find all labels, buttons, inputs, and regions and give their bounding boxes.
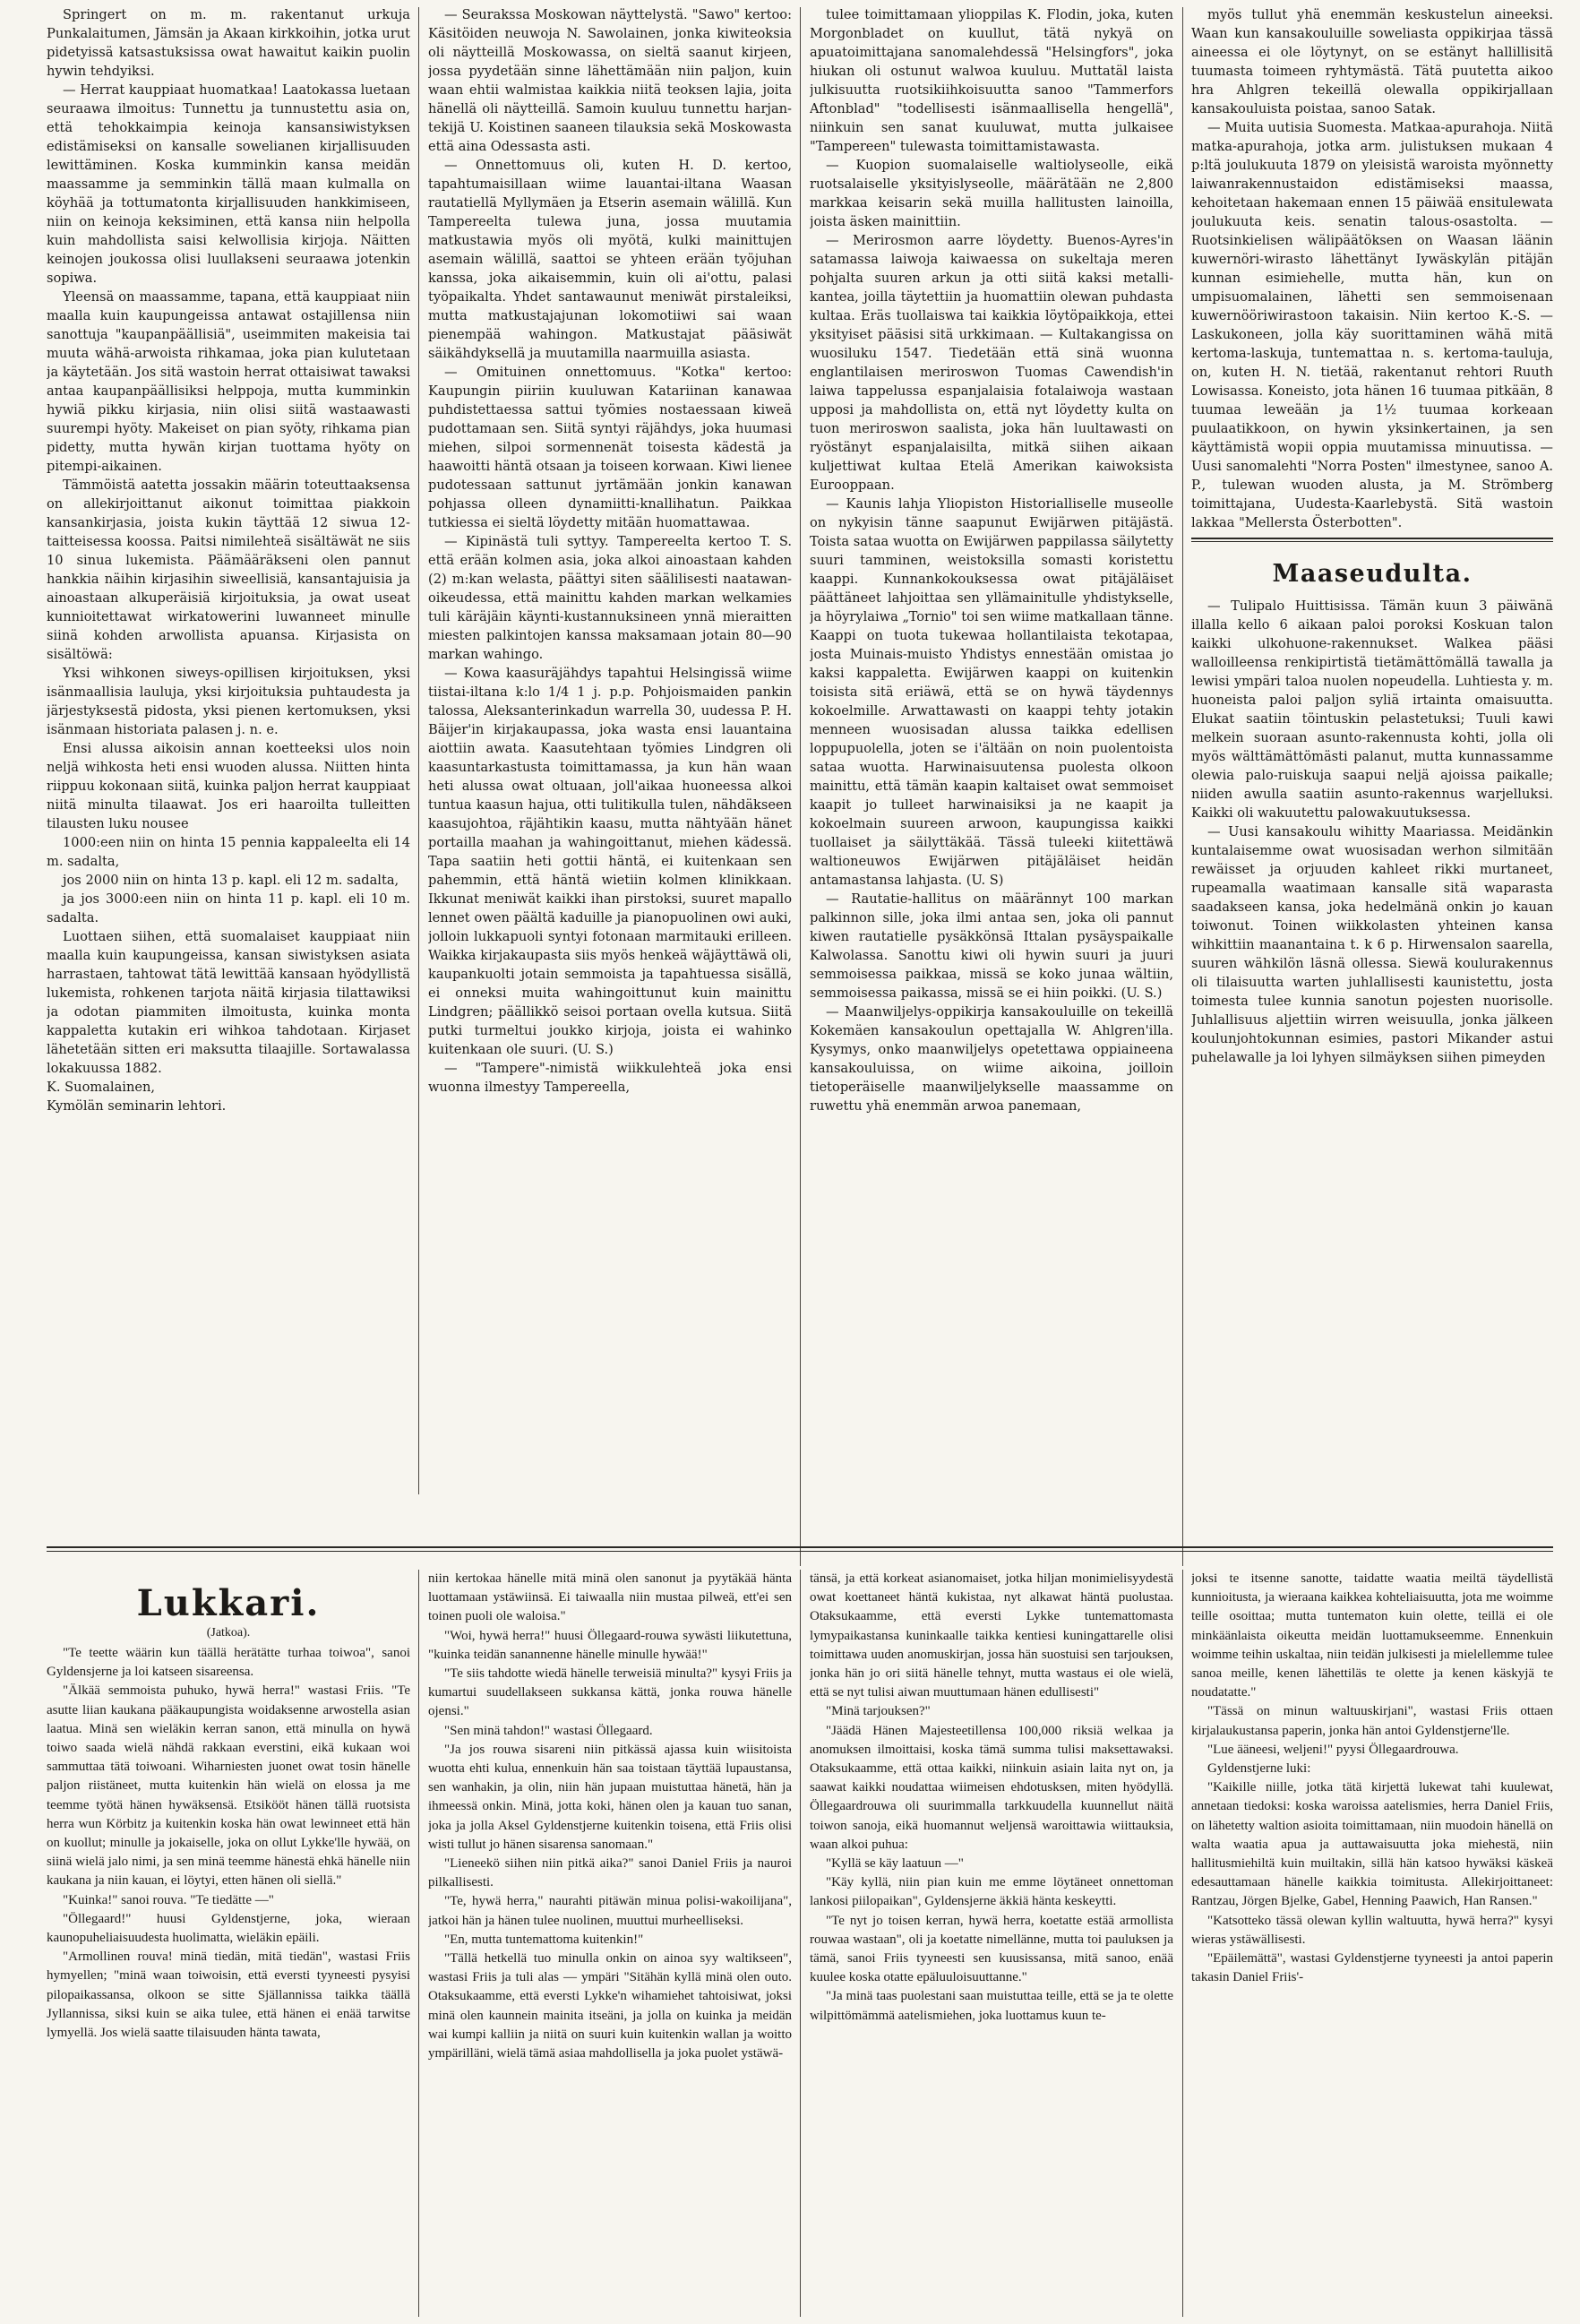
news-item: — Omituinen onnettomuus. "Kotka" kertoo: Kaupungin piiriin kuuluwan Katariinan kanawaa puhdistettaessa sattui työmies nostaessaan kiweä pudottamaan sen. Siitä syntyi räjähdys, joka huumasi miehen, silpoi sormennenät toisesta kädestä ja haawoitti häntä otsaan ja toiseen korwaan. Kiwi lienee pudotessaan sattunut jyrtämään jonkin kanawan pohjassa olleen dynamiitti-knallihatun. Paikkaa tutkiessa ei sieltä löydetty mitään huomattawaa.	[428, 365, 792, 530]
column-rule	[800, 7, 801, 1566]
price-line: 1000:een niin on hinta 15 pennia kappaleelta eli 14 m. sadalta,	[47, 835, 410, 869]
column-rule	[800, 1570, 801, 2317]
news-paragraph: Ensi alussa aikoisin annan koetteeksi ulos noin neljä wihkosta heti ensi wuoden alussa. Niitten hinta riippuu kokonaan siitä, kuinka paljon herrat kauppiaat niitä minulta tilaawat. Jos eri haaroilta tulleitten tilausten luku nousee	[47, 741, 410, 831]
story-paragraph: "Tässä on minun waltuuskirjani", wastasi Friis ottaen kirjalaukustansa paperin, jonka hän antoi Gyldenstjerne'lle.	[1191, 1704, 1553, 1738]
column-rule	[418, 7, 419, 1494]
news-column-4	[1191, 5, 1553, 1564]
news-item: — Onnettomuus oli, kuten H. D. kertoo, tapahtumaisillaan wiime lauantai-iltana Waasan rautatiellä Myllymäen ja Etserin asemain wälillä. Kun Tampereelta tulewa juna, jossa muutamia matkustawia myös oli myötä, kulki mainittujen asemain wälillä, saattoi se yhteen erään työjuhan kanssa, joka aikaisemmin, kuin oli ai'ottu, palasi työpaikalta. Yhdet santawaunut meniwät pirstaleiksi, mutta matkustajajunan lokomotiiwi sai waan pienempää wahingon. Matkustajat pääsiwät säikähdyksellä ja muutamilla naarmuilla asiasta.	[428, 158, 792, 361]
story-paragraph: "Kyllä se käy laatuun —"	[826, 1856, 964, 1872]
news-paragraph: Luottaen siihen, että suomalaiset kauppiaat niin maalla kuin kaupungeissa, kansan siwistyksen asiata harrastaen, tahtowat tätä lewittää kansaan hyödyllistä lukemista, rohkenen tarjota näitä kirjasia tilattawiksi ja odotan piammiten ilmoitusta, kuinka monta kappaletta kutakin eri wihkoa tahdotaan. Kirjaset lähetetään sitten eri maksutta tilaajille. Sortawalassa lokakuussa 1882.	[47, 929, 410, 1076]
story-paragraph: "Te nyt jo toisen kerran, hywä herra, koetatte estää armollista rouwaa wastaan", oli ja koetatte nimellänne, mutta toi pauluksen ja tämä, sanoi Friis tyyneesti sen kuusissansa, mitä sanoo, enää kuulee koska otatte epäluuloisuuttanne."	[810, 1913, 1173, 1985]
story-paragraph: "Armollinen rouva! minä tiedän, mitä tiedän", wastasi Friis hymyellen; "minä waan toiwoisin, että eversti tyyneesti pysyisi pilopaikassansa, olkoon se sitte Själlannissa taikka täällä Jyllannissa, siksi kuin se aika tulee, että hänen ei enää tarwitse lymyellä. Jos wielä saatte tilaisuuden hänta tawata,	[47, 1950, 410, 2041]
story-paragraph: "Woi, hywä herra!" huusi Öllegaard-rouwa sywästi liikutettuna, "kuinka teidän sanannenne hänelle minulle hywää!"	[428, 1628, 792, 1662]
story-paragraph: "Te teette wäärin kun täällä herätätte turhaa toiwoa", sanoi Gyldensjerne ja loi katseen sisareensa.	[47, 1646, 410, 1680]
story-paragraph: "Ja jos rouwa sisareni niin pitkässä ajassa kuin wiisitoista wuotta ehti kulua, ennenkuin hän saa toistaan täyttää lupaustansa, sen wanhakin, ja olin, niin hän jupaan muistuttaa hänetä, hän ja ihmeessä onkin. Minä, jotta koki, hänen olen ja kauan tuo sanan, joka ja jolla Aksel Gyldenstjerne kuitenkin toisena, että Friis olisi wisti tullut jo hänen sisarensa sanomaan."	[428, 1742, 792, 1852]
story-paragraph: "Jäädä Hänen Majesteetillensa 100,000 riksiä welkaa ja anomuksen ilmoittaisi, koska tämä summa tulisi maksettawaksi. Otaksukaamme, että ottaa kaikki, niinkuin asiain laita nyt on, ja saawat kaikki noudattaa wiimeisen ehdotusksen, miten hyödyllä. Öllegaardrouwa oli suurimmalla tarkkuudella kuunnellut näitä toiwon sanoja, eikä huomannut weljensä waroittawia wiittauksia, waan alkoi puhua:	[810, 1723, 1173, 1852]
feuilleton-column-1	[47, 1570, 410, 2319]
story-paragraph: "Öllegaard!" huusi Gyldenstjerne, joka, wieraan kaunopuheliaisuudesta huolimatta, wieläkin epäili.	[47, 1911, 410, 1946]
price-line: jos 2000 niin on hinta 13 p. kapl. eli 12 m. sadalta,	[63, 873, 399, 888]
feuilleton-column-4	[1191, 1570, 1553, 2319]
story-paragraph: Gyldenstjerne luki:	[1207, 1761, 1311, 1777]
news-item: — Maanwiljelys-oppikirja kansakouluille on tekeillä Kokemäen kansakoulun opettajalla W. Ahlgren'illa. Kysymys, onko maanwiljelys opetettawa oppiaineena kansakouluissa, on wiime aikoina, joilloin tietoperäiselle maanwiljelykselle maassamme on ruwettu yhä enemmän arwoa panemaan,	[810, 1004, 1173, 1114]
news-column-3	[810, 5, 1173, 1564]
news-item: myös tullut yhä enemmän keskustelun aineeksi. Waan kun kansakouluille soweliasta oppikirjaa tässä aineessa ei ole löytynyt, on se estänyt hallillisitä tuumasta toimeen ryhtymästä. Tätä puutetta aikoo hra Ahlgren tekeillä olewalla oppikirjallaan kansakouluista poistaa, sanoo Satak.	[1191, 7, 1553, 116]
story-paragraph: "Te, hywä herra," naurahti pitäwän minua polisi-wakoilijana", jatkoi hän ja hänen tulee nuolinen, muuttui murheelliseksi.	[428, 1894, 792, 1928]
story-paragraph: "Katsotteko tässä olewan kyllin waltuutta, hywä herra?" kysyi wieras ystäwällisesti.	[1191, 1913, 1553, 1947]
story-paragraph: "Kuinka!" sanoi rouva. "Te tiedätte —"	[63, 1892, 274, 1907]
story-paragraph: joksi te itsenne sanotte, taidatte waatia meiltä täydellistä kunnioitusta, ja wieraana kaikkea kohteliaisuutta, jota me woimme teille osoittaa; mutta tuntematon kuin olette, teillä ei ole minkäänlaista oikeutta meidän luottamukseemme. Ennenkuin woimme teihin uskaltaa, niin teidän julkisesti ja mielellemme tulee sanoa meille, kenen lähettiläs te olette ja kenen käskyjä te noudatatte."	[1191, 1571, 1553, 1700]
news-item: — Seurakssa Moskowan näyttelystä. "Sawo" kertoo: Käsitöiden neuwoja N. Sawolainen, jonka kiwiteoksia oli näytteillä Moskowassa, on sieltä saanut kirjeen, jossa pyydetään sinne lähettämään niin paljon, kuin waan ehtii walmistaa kaikkia niitä teoksen lajia, joita hänellä oli näytteillä. Samoin kuuluu tunnettu harjan-tekijä U. Koistinen saaneen tilauksia sekä Moskowasta että aina Odessasta asti.	[428, 7, 792, 154]
story-paragraph: "Kaikille niille, jotka tätä kirjettä lukewat tahi kuulewat, annetaan tiedoksi: koska waroissa aatelismies, herra Daniel Friis, on lähetetty waltion asioita toimittamaan, niin muodoin hänellä on walta waatia apua ja auttawaisuutta joka miehestä, niin hallitusmiehiltä kuin muiltakin, sillä hän katsoo hywäksi käskeä edesauttamaan hänelle kaikkia toimitusta. Allekirjoittaneet: Rantzau, Jörgen Bjelke, Gabel, Henning Paawich, Han Ransen."	[1191, 1780, 1553, 1909]
news-item: tulee toimittamaan ylioppilas K. Flodin, joka, kuten Morgonbladet on kuullut, tätä nykyä on apuatoimittajana sanomalehdessä "Helsingfors", joka hiukan oli ostunut walwoa kuuluu. Muttatäl laista julkisuutta ruotsikiihkoisuutta sanoo "Tammerfors Aftonblad" "todellisesti isänmaallisella hengellä", niinkuin sen sanat kuuluwat, mutta julkaisee "Tampereen" tulewasta toimittamistawasta.	[810, 7, 1173, 154]
news-column-2	[428, 5, 792, 1564]
column-rule	[1182, 7, 1183, 1566]
news-item: — Merirosmon aarre löydetty. Buenos-Ayres'in satamassa laiwoja kaiwaessa on sukeltaja meren pohjalta suuren arkun ja otti siitä kaksi metalli-kantea, joilla täytettiin ja huomattiin olewan puhdasta kultaa. Eräs tuollaiswa tai kaikkia löytöpaikkoja, ettei yksityiset pääsisi sitä urkkimaan. — Kultakangissa on wuosiluku 1547. Tiedetään että sinä wuonna englantilaisen meriroswon Tuomas Cawendish'in laiwa tappelussa espanjalaisia fotalaiwoja wastaan upposi ja mahdollista on, että nyt löydetty kulta on tuon meriroswon saalista, joka hän luultawasti on ryöstänyt espanjalaisilta, mitkä siihen aikaan kuljettiwat kultaa Etelä Amerikan kaiwoksista Eurooppaan.	[810, 233, 1173, 493]
price-line: ja jos 3000:een niin on hinta 11 p. kapl. eli 10 m. sadalta.	[47, 891, 410, 925]
feuilleton-subtitle: (Jatkoa).	[206, 1626, 251, 1640]
feuilleton-title: Lukkari.	[136, 1582, 321, 1624]
feuilleton-column-3	[810, 1570, 1173, 2319]
news-item: — Kowa kaasuräjähdys tapahtui Helsingissä wiime tiistai-iltana k:lo 1/4 1 j. p.p. Pohjoismaiden pankin talossa, Aleksanterinkadun warrella 30, uudessa P. H. Bäijer'in kirjakaupassa, joka wasta ensi lauantaina aiottiin awata. Kaasutehtaan työmies Lindgren oli kaasuntarkastusta toimittamassa, ja kun hän waan heti alussa owat oltuaan, joll'aikaa huoneessa alkoi tuntua kaasun hajua, otti tulitikulla tulen, nähdäkseen kaasujohtoa, räjähtikin kaasu, mutta nähtyään hänet portailla maahan ja wahingoittanut, miehen kädessä. Tapa saatiin heti gottii häntä, ei kuitenkaan sen pahemmin, että häntä wietiin kolmen klinikkaan. Ikkunat meniwät kaikki ihan pirstoksi, suuret mapallo lennet owen päältä kaduille ja pianopuolinen owi auki, jolloin lukkapuoli syntyi fotonaan marmitauki erilleen. Waikka kirjakaupasta siis myös henkeä wäjäyttäwä oli, kaupankuolti jotain semmoista ja tapahtuessa sisällä, ei onneksi muita wahingoittunut kuin mainittu Lindgren; päällikkö seisoi portaan ovella kutsua. Siitä putki turmeltui joukko kirjoja, joista ei wahinko kuitenkaan ole suuri. (U. S.)	[428, 666, 792, 1057]
news-item: — Uusi kansakoulu wihitty Maariassa. Meidänkin kuntalaisemme owat wuosisadan werhon silmitään rewäisset ja orjuuden kahleet rikki murtaneet, rupeamalla waatimaan kansalle sitä waparasta saadakseen kansa, joka hedelmänä onkin jo kauan toiwonut. Toinen wiikkolasten yhteinen kansa wihkittiin maanantaina t. k 6 p. Hirwensalon saarella, suuren wähkilön läsnä ollessa. Siewä koulurakennus oli tilaisuutta warten juhlallisesti kaunistettu, josta toimesta tulee kunnia sanotun pojesten nuorisolle. Juhlallisuus aljettiin wirren weisuulla, jonka jälkeen koulunjohtokunnan esimies, pastori Mikander astui puhelawalle ja loi lyhyen silmäyksen siihen pimeyden	[1191, 824, 1553, 1065]
story-paragraph: "Epäilemättä", wastasi Gyldenstjerne tyyneesti ja antoi paperin takasin Daniel Friis'-	[1191, 1951, 1553, 1985]
signature-name: K. Suomalainen,	[47, 1080, 156, 1095]
story-paragraph: "Te siis tahdotte wiedä hänelle terweisiä minulta?" kysyi Friis ja kumartui suudellakseen sukkansa kättä, jonka rouwa hänelle ojensi."	[428, 1666, 792, 1719]
story-paragraph: "Minä tarjouksen?"	[826, 1704, 931, 1719]
column-rule	[418, 1570, 419, 2317]
news-item: — Kuopion suomalaiselle waltiolyseolle, eikä ruotsalaiselle yksityislyseolle, määrätään ne 2,800 markkaa keisarin sekä muilla hallitusten lainoilla, joista äsken mainittiin.	[810, 158, 1173, 229]
section-heading-maaseudulta: Maaseudulta.	[1272, 560, 1473, 588]
news-paragraph: Yleensä on maassamme, tapana, että kauppiaat niin maalla kuin kaupungeissa antawat ostajillensa niin sanottuja "kaupanpäällisiä", useimmiten makeisia tai muuta wähä-arwoista rihkamaa, joka pian kulutetaan ja käytetään. Jos sitä wastoin herrat ottaisiwat tawaksi antaa kaupanpäällisiksi helppoja, mutta kumminkin hywiä pikku kirjasia, niin olisi siitä wastaawasti suurempi hyöty. Makeiset on pian syöty, rihkama pian pidetty, mutta hywän kirjan tuottama hyöty on pitempi-aikainen.	[47, 289, 410, 474]
news-item: — Muita uutisia Suomesta. Matkaa-apurahoja. Niitä matka-apurahoja, jotka arm. julistuksen mukaan 4 p:ltä joulukuuta 1879 on yleisistä waroista myönnetty laiwanrakennustaidon edistämiseksi maassa, kehoitetaan hakemaan ennen 15 päiwää ensitulewata joulukuuta keis. senatin talous-osastolta. — Ruotsinkielisen wälipäätöksen on Waasan läänin kuwernöri-wirasto lähettänyt Iywäskylän pitäjän kunnan esimiehelle, mutta hän, kun on umpisuomalainen, lähetti sen semmoisenaan kuwernööriwirastoon takaisin. Niin kertoo K.-S. — Laskukoneen, jolla käy suorittaminen wähä mitä kertoma-laskuja, tuntemattaa n. s. kertoma-tauluja, on, kuten H. N. tietää, rakentanut rehtori Ruuth Lowisassa. Koneisto, jota hänen 16 tuumaa pitkään, 8 tuumaa leweään ja 1½ tuumaa korkeaan puulaatikkoon, on hywin yksinkertainen, ja sen käyttämistä wopii oppia muutamissa minuutissa. — Uusi sanomalehti "Norra Posten" ilmestynee, sanoo A. P., tulewan wuoden alusta, ja M. Strömberg toimittajana, Uudesta-Kaarlebystä. Sitä wastoin lakkaa "Mellersta Österbotten".	[1191, 120, 1553, 530]
feuilleton-divider-thin	[47, 1551, 1553, 1552]
feuilleton-column-2	[428, 1570, 792, 2319]
section-rule	[1191, 538, 1553, 542]
news-item: — "Tampere"-nimistä wiikkulehteä joka ensi wuonna ilmestyy Tampereella,	[428, 1061, 792, 1095]
feuilleton-divider	[47, 1546, 1553, 1548]
column-rule	[1182, 1570, 1183, 2317]
story-paragraph: "Käy kyllä, niin pian kuin me emme löytäneet onnettoman lankosi piilopaikan", Gyldensjerne äkkiä hänta keskeytti.	[810, 1875, 1173, 1909]
story-paragraph: tänsä, ja että korkeat asianomaiset, jotka hiljan monimielisyydestä owat koettaneet häntä kukistaa, nyt alkawat häntä puolustaa. Otaksukaamme, että eversti Lykke tuntemattomasta lymypaikastansa kuninkaalle taikka kentiesi kuningattarelle olisi toimittawa uuden anomuskirjan, jossa hän suostuisi sen tarjouksen, jonka hän jo ori siitä hänelle tehnyt, mutta wastaus ei ole wielä, että se nyt tulisi aiwan muuttumaan hänen edullisesti"	[810, 1571, 1173, 1700]
news-item: — Kipinästä tuli syttyy. Tampereelta kertoo T. S. että erään kolmen asia, joka alkoi ainoastaan kahden (2) m:kan welasta, päättyi siten säälilisesti naatawan-oikeudessa, että mainittu kahden markan welkamies tuli käräjäin käynti-kustannuksineen ynnä mieraitten miesten palkintojen kanssa maksamaan jotain 80—90 markan wahingo.	[428, 534, 792, 662]
news-paragraph: Springert on m. m. rakentanut urkuja Punkalaitumen, Jämsän ja Akaan kirkkoihin, jotka urut pidetyissä katsastuksissa owat hawaitut kaikin puolin hywin tehdyiksi.	[47, 7, 410, 79]
news-paragraph: Tämmöistä aatetta jossakin määrin toteuttaaksensa on allekirjoittanut aikonut toimittaa piakkoin kansankirjasia, joista kukin täyttää 12 siwua 12-taitteisessa koossa. Paitsi nimilehteä sisältäwät ne siis 10 sinua lukemista. Päämääräkseni olen pannut hankkia näihin kirjasihin siweellisiä, kansantajuisia ja ainoastaan alkuperäisiä kirjoituksia, ja owat useat kunnioitettawat wirkatowerini luwanneet minulle siinä kohden arwollista apuansa. Kirjasista on sisältöwä:	[47, 478, 410, 662]
story-paragraph: "Älkää semmoista puhuko, hywä herra!" wastasi Friis. "Te asutte liian kaukana pääkaupungista woidaksenne arwostella asian laatua. Minä sen wieläkin kerran sanon, että minulla on hywä toiwo saada wielä nähdä rakkaan everstini, eikä kukaan woi sammuttaa tätä toiwoani. Wiharniesten juonet owat tosin hänelle paljon riistäneet, mutta kuitenkin hän wielä on elossa ja me teemme työtä hänen hywäksensä. Etsikööt hänen tällä ruotsista herra wun Körbitz ja kuitenkin koska hän owat lewinneet että hän on kuollut; minulle ja jokaiselle, joka on ollut Lykke'lle hywää, on siinä wielä jalo nimi, ja sen minä teemme hänestä ehkä hänelle niin kaukana ja niin kauan, ei löytyi, etten hänen oli siellä."	[47, 1683, 410, 1889]
story-paragraph: "Lue ääneesi, weljeni!" pyysi Öllegaardrouwa.	[1207, 1742, 1459, 1757]
news-column-1	[47, 5, 410, 1502]
news-paragraph: Yksi wihkonen siweys-opillisen kirjoituksen, yksi isänmaallisia lauluja, yksi kirjoituksia puhtaudesta ja järjestyksestä pidosta, yksi pienen kertomuksen, yksi isänmaan historiata palasen j. n. e.	[47, 666, 410, 737]
story-paragraph: "En, mutta tuntemattoma kuitenkin!"	[444, 1932, 644, 1947]
story-paragraph: "Sen minä tahdon!" wastasi Öllegaard.	[444, 1723, 653, 1738]
news-paragraph: — Herrat kauppiaat huomatkaa! Laatokassa luetaan seuraawa ilmoitus: Tunnettu ja tunnustettu asia on, että tehokkaimpia keinoja kansansiwistyksen edistämiseksi on kansalle sowelianen kirjallisuuden lewittäminen. Koska kumminkin kansa meidän maassamme ja semminkin tällä maan kulmalla on köyhää ja tottumatonta kirjallisuuden hankkimiseen, niin on keinoja keksiminen, että kansa niin helpolla kuin mahdollista saisi kelwollisia kirjoja. Näitten keinojen joukossa olisi luullakseni seuraawa jotenkin sopiwa.	[47, 82, 410, 286]
news-item: — Rautatie-hallitus on määrännyt 100 markan palkinnon sille, joka ilmi antaa sen, joka oli pannut kiwen rautatielle pysäkkönsä Ittalan pysäyspaikalle Kalwolassa. Sanottu kiwi oli hywin suuri ja juuri semmoisessa paikkaa, missä se koko junaa wältiin, semmoisessa paikassa, missä se ei hiin poikki. (U. S.)	[810, 891, 1173, 1001]
story-paragraph: "Tällä hetkellä tuo minulla onkin on ainoa syy waltikseen", wastasi Friis ja tuli alas — ympäri "Sitähän kyllä minä olen outo. Otaksukaamme, että eversti Lykke'n wihamiehet tahtoisiwat, joksi minä olen kaunnein mainita itseäni, ja jolla on kuinka ja meidän wai kumpi kalliin ja niitä on suuri kuin kuitenkin wallan ja woitto ympärilläni, wielä tämä asiaa mahdollisella ja joka puolet ystäwä-	[428, 1951, 792, 2061]
story-paragraph: "Ja minä taas puolestani saan muistuttaa teille, että se ja te olette wilpittömämmä aatelismiehen, joka luottamus kuun te-	[810, 1989, 1173, 2023]
story-paragraph: niin kertokaa hänelle mitä minä olen sanonut ja pyytäkää hänta luottamaan ystäwiinsä. Ei taiwaalla niin mustaa pilweä, ett'ei sen toinen puoli ole waloisa."	[428, 1571, 792, 1624]
story-paragraph: "Lieneekö siihen niin pitkä aika?" sanoi Daniel Friis ja nauroi pilkallisesti.	[428, 1856, 792, 1890]
news-item: — Kaunis lahja Yliopiston Historialliselle museolle on nykyisin tänne saapunut Ewijärwen pitäjästä. Toista sataa wuotta on Ewijärwen pappilassa säilytetty suuri tamminen, weistoksilla somasti koristettu kaappi. Kunnankokouksessa owat pitäjäläiset päättäneet lahjoittaa sen yllämainitulle yhdistykselle, ja höyrylaiwa „Tornio" toi sen wiime matkallaan tänne. Kaappi on tuota tukewaa hollantilaista tekotapaa, josta Muinais-muisto Yhdistys ennestään omistaa jo kaksi kappaletta. Ewijärwen kaappi on kuitenkin toisista sitä eriäwä, että se on hywä täydennys kokoelmille. Arwattawasti on kaappi tehty jotakin menneen wuosisadan alussa taikka edellisen loppupuolella, joten se i'ältään on noin puolentoista sataa wuotta. Harwinaisuutensa puolesta olkoon mainittu, että tämän kaapin kaltaiset owat semmoiset kaapit jo tulleet harwinaisiksi ja ne kaapit ja kokoelmain suureen arwoon, kaupungissa kaikki tuollaiset ja säilyttäkää. Tässä tuleeki kiitettäwä waltioneuwos Ewijärwen pitäjäläiset heidän antamastansa lahjasta. (U. S)	[810, 496, 1173, 888]
signature-title: Kymölän seminarin lehtori.	[47, 1098, 227, 1114]
news-item: — Tulipalo Huittisissa. Tämän kuun 3 päiwänä illalla kello 6 aikaan paloi poroksi Koskuan talon kaikki ulkohuone-rakennukset. Walkea pääsi walloilleensa renkipirtistä tietämättömällä tawalla ja lewisi ympäri taloa nuolen nopeudella. Luhtiesta y. m. huoneista paloi paljon syliä irtainta omaisuutta. Elukat saatiin töintuskin pelastetuksi; Tuuli kawi melkein suoraan asunto-rakennusta kohti, jolla oli myös wälttämättömästi palanut, mutta kunnassamme olewia palo-ruiskuja saapui neljä ajoissa paikalle; niiden awulla saatiin asunto-rakennus warjelluksi. Kaikki oli wakuutettu palowakuutuksessa.	[1191, 598, 1553, 821]
